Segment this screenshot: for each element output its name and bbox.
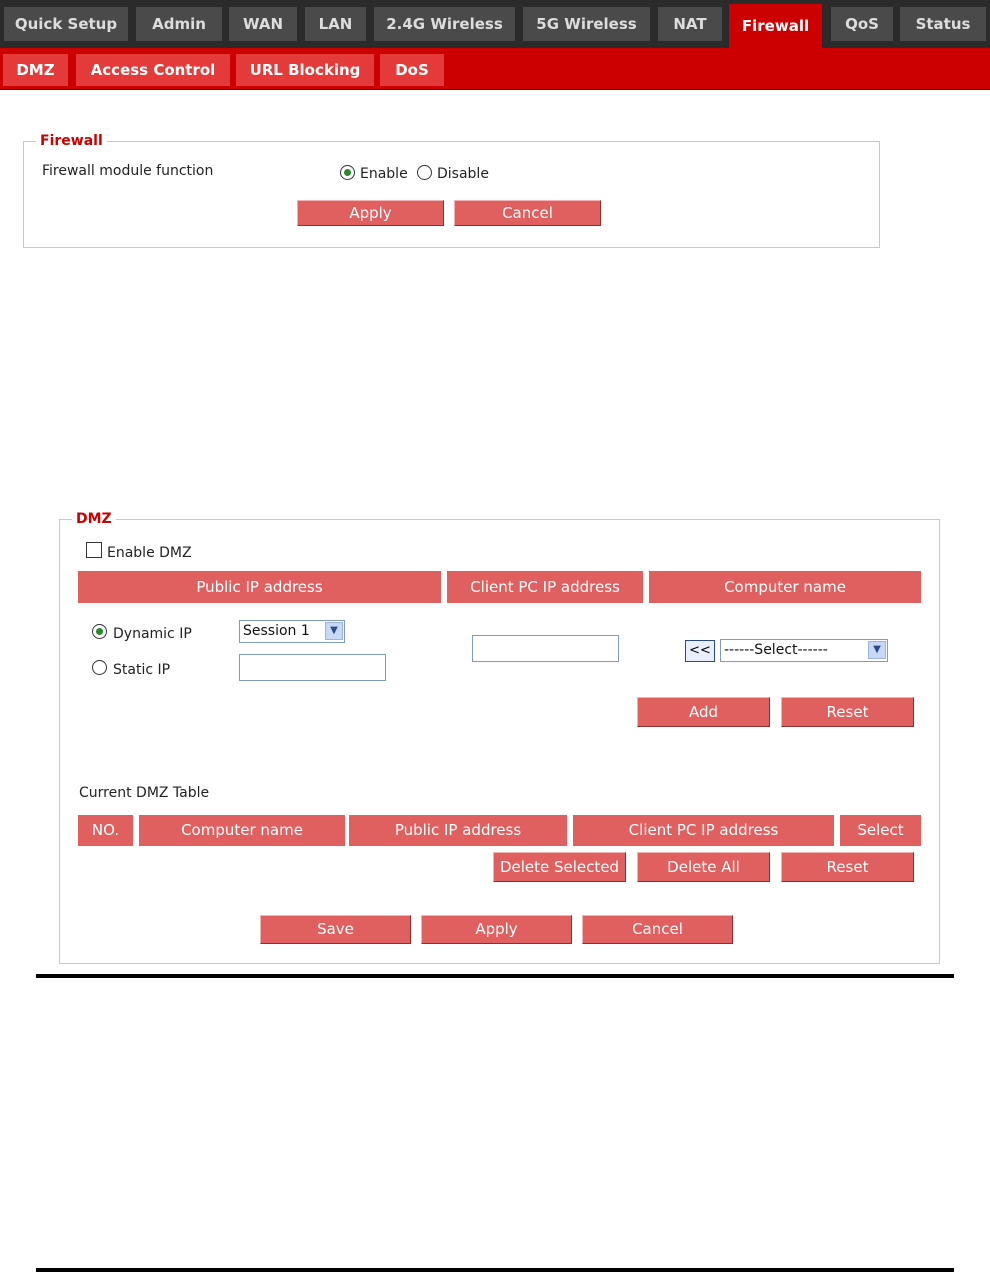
dmz-section: [59, 511, 940, 964]
apply-button[interactable]: Apply: [421, 915, 572, 944]
firewall-apply-button[interactable]: Apply: [297, 200, 444, 226]
firewall-disable-radio[interactable]: [417, 165, 432, 180]
static-ip-radio[interactable]: [92, 660, 107, 675]
computer-name-header: Computer name: [649, 571, 921, 603]
delete-all-button[interactable]: Delete All: [637, 852, 770, 882]
session-select-value: Session 1: [243, 623, 310, 639]
divider: [36, 1268, 954, 1272]
main-nav: [0, 0, 990, 48]
delete-selected-button[interactable]: Delete Selected: [493, 852, 626, 882]
static-ip-label: Static IP: [113, 662, 171, 678]
tab-admin[interactable]: Admin: [136, 7, 222, 41]
table-header-select: Select: [840, 815, 921, 846]
subtab-dmz[interactable]: DMZ: [3, 54, 68, 86]
firewall-module-label: Firewall module function: [42, 163, 214, 179]
table-header-public-ip: Public IP address: [349, 815, 567, 846]
firewall-enable-label: Enable: [360, 166, 408, 182]
subtab-access-control[interactable]: Access Control: [76, 54, 230, 86]
enable-dmz-label: Enable DMZ: [107, 545, 192, 561]
table-reset-button[interactable]: Reset: [781, 852, 914, 882]
tab-status[interactable]: Status: [900, 7, 986, 41]
subtab-dos[interactable]: DoS: [380, 54, 444, 86]
tab-lan[interactable]: LAN: [305, 7, 366, 41]
dynamic-ip-label: Dynamic IP: [113, 626, 192, 642]
copy-name-button[interactable]: <<: [685, 640, 715, 662]
table-header-no: NO.: [78, 815, 133, 846]
current-dmz-table-title: Current DMZ Table: [79, 785, 210, 801]
static-ip-input[interactable]: [239, 654, 386, 681]
client-ip-input[interactable]: [472, 635, 619, 662]
tab-5g-wireless[interactable]: 5G Wireless: [523, 7, 650, 41]
public-ip-header: Public IP address: [78, 571, 441, 603]
firewall-legend: Firewall: [36, 133, 107, 149]
client-ip-header: Client PC IP address: [447, 571, 643, 603]
tab-firewall[interactable]: Firewall: [729, 4, 822, 48]
table-header-client-ip: Client PC IP address: [573, 815, 834, 846]
save-button[interactable]: Save: [260, 915, 411, 944]
firewall-enable-radio[interactable]: [340, 165, 355, 180]
tab-quick-setup[interactable]: Quick Setup: [4, 7, 128, 41]
cancel-button[interactable]: Cancel: [582, 915, 733, 944]
chevron-down-icon: ▼: [325, 622, 343, 640]
reset-button[interactable]: Reset: [781, 697, 914, 727]
divider: [36, 974, 954, 978]
tab-24g-wireless[interactable]: 2.4G Wireless: [374, 7, 515, 41]
tab-qos[interactable]: QoS: [831, 7, 893, 41]
firewall-section: [23, 133, 880, 248]
computer-name-select-value: ------Select------: [724, 642, 828, 658]
tab-nat[interactable]: NAT: [658, 7, 722, 41]
add-button[interactable]: Add: [637, 697, 770, 727]
dmz-legend: DMZ: [72, 511, 116, 527]
session-select[interactable]: [239, 620, 345, 643]
chevron-down-icon: ▼: [868, 641, 886, 659]
firewall-cancel-button[interactable]: Cancel: [454, 200, 601, 226]
sub-nav: [0, 48, 990, 90]
table-header-computer-name: Computer name: [139, 815, 345, 846]
subtab-url-blocking[interactable]: URL Blocking: [236, 54, 374, 86]
firewall-disable-label: Disable: [437, 166, 489, 182]
enable-dmz-checkbox[interactable]: [86, 542, 102, 558]
dynamic-ip-radio[interactable]: [92, 624, 107, 639]
tab-wan[interactable]: WAN: [229, 7, 297, 41]
computer-name-select[interactable]: [720, 639, 888, 662]
